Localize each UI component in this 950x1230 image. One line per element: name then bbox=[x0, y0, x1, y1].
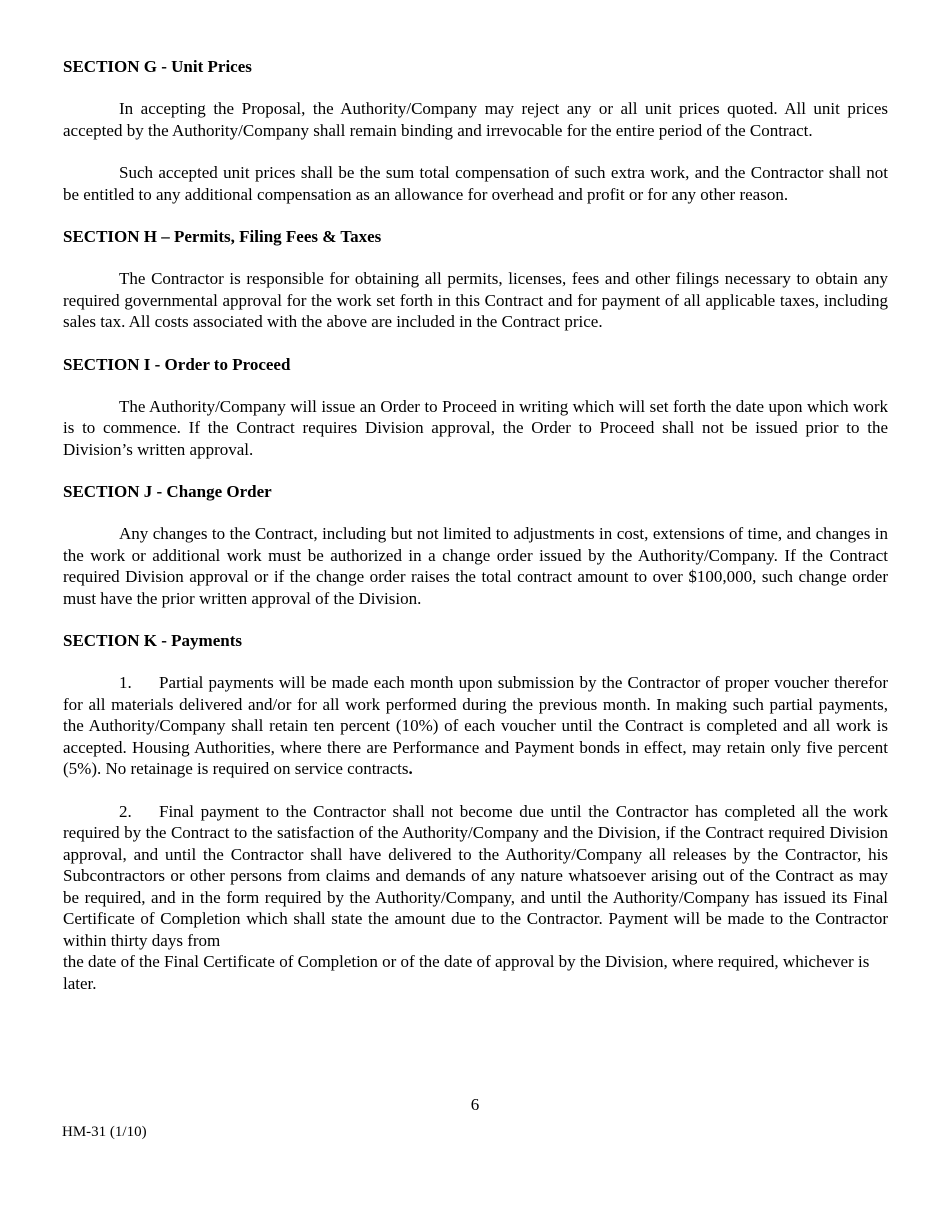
section-h-title: SECTION H – Permits, Filing Fees & Taxes bbox=[63, 227, 382, 246]
section-j-paragraph-1: Any changes to the Contract, including but not limited to adjustments in cost, extensions of time, and changes in the work or additional work must be authorized in a change order issued by the Authority/Company. If the Contract required Division approval or if the change order raises the total contract amount to over $100,000, such change order must have the prior written approval of the Division. bbox=[63, 524, 888, 608]
section-j-title: SECTION J - Change Order bbox=[63, 482, 272, 501]
document-page bbox=[63, 56, 888, 994]
page-number: 6 bbox=[470, 1095, 480, 1114]
section-g-paragraph-1: In accepting the Proposal, the Authority/Company may reject any or all unit prices quoted. All unit prices accepted by the Authority/Company shall remain binding and irrevocable for the entire period of the Contract. bbox=[63, 99, 888, 140]
section-i-title: SECTION I - Order to Proceed bbox=[63, 354, 291, 374]
payment-item-1-text: Partial payments will be made each month upon submission by the Contractor of proper voucher therefor for all materials delivered and/or for all work performed during the previous month. In making such partial payments, the Authority/Company shall retain ten percent (10%) of each voucher until the Contract is completed and all work is accepted. Housing Authorities, where there are Performance and Payment bonds in effect, may retain only five percent (5%). No retainage is required on service contracts bbox=[63, 673, 888, 778]
payment-item-1 bbox=[63, 672, 888, 780]
section-i-paragraph-1: The Authority/Company will issue an Order to Proceed in writing which will set forth the date upon which work is to commence. If the Contract requires Division approval, the Order to Proceed shall not be issued prior to the Division’s written approval. bbox=[63, 396, 888, 459]
form-code: HM-31 (1/10) bbox=[62, 1124, 147, 1140]
section-g-paragraph-2: Such accepted unit prices shall be the sum total compensation of such extra work, and the Contractor shall not be entitled to any additional compensation as an allowance for overhead and profit or for any other reason. bbox=[63, 163, 888, 204]
section-k-title: SECTION K - Payments bbox=[63, 631, 242, 650]
payment-item-2-text-b: the date of the Final Certificate of Completion or of the date of approval by the Division, where required, whichever is later. bbox=[63, 952, 870, 993]
payment-item-2 bbox=[63, 801, 888, 952]
section-h-paragraph-1: The Contractor is responsible for obtaining all permits, licenses, fees and other filings necessary to obtain any required governmental approval for the work set forth in this Contract and for payment of all applicable taxes, including sales tax. All costs associated with the above are included in the Contract price. bbox=[63, 269, 888, 331]
payment-item-2-text-a: Final payment to the Contractor shall not become due until the Contractor has completed all the work required by the Contract to the satisfaction of the Authority/Company and the Division, if the Contract required Division approval, and until the Contractor shall have delivered to the Authority/Company all releases by the Contractor, his Subcontractors or other persons from claims and demands of any nature whatsoever arising out of the Contract as may be required, and in the form required by the Authority/Company, and until the Authority/Company has issued its Final Certificate of Completion which shall state the amount due to the Contractor. Payment will be made to the Contractor within thirty days from bbox=[63, 801, 888, 950]
payment-item-1-number: 1. bbox=[119, 673, 132, 692]
payment-item-2-number: 2. bbox=[119, 801, 132, 821]
payment-item-1-end: . bbox=[408, 759, 413, 778]
section-g-title: SECTION G - Unit Prices bbox=[63, 57, 252, 76]
